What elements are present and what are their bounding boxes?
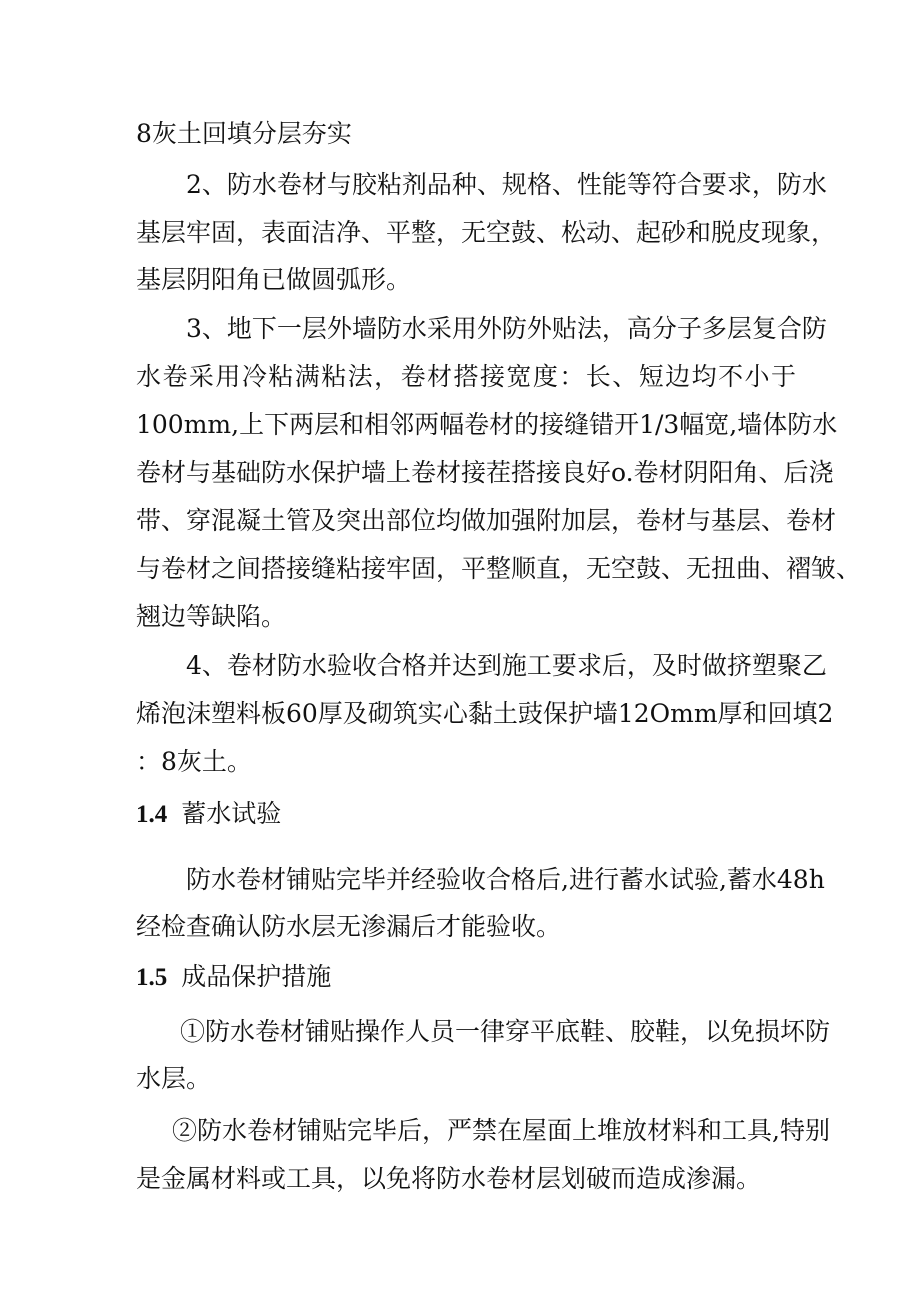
section-heading-1-4: [136, 799, 281, 830]
paragraph-line: 卷材与基础防水保护墙上卷材接茬搭接良好o.卷材阴阳角、后浇: [136, 458, 834, 487]
paragraph-line: ：8灰土。: [136, 747, 252, 776]
paragraph-line: 基层牢固，表面洁净、平整，无空鼓、松动、起砂和脱皮现象，: [136, 218, 837, 247]
paragraph-line: 翘边等缺陷。: [136, 602, 287, 631]
paragraph-line: ①防水卷材铺贴操作人员一律穿平底鞋、胶鞋，以免损坏防: [180, 1017, 831, 1046]
paragraph-line: 8灰土回填分层夯实: [136, 119, 352, 148]
paragraph-line: 与卷材之间搭接缝粘接牢固，平整顺直，无空鼓、无扭曲、褶皱、: [136, 554, 862, 583]
paragraph-line: 水卷采用冷粘满粘法，卷材搭接宽度：长、短边均不小于: [136, 362, 796, 391]
paragraph-line: 带、穿混凝土管及突出部位均做加强附加层，卷材与基层、卷材: [136, 506, 837, 535]
section-number: 1.4: [136, 801, 168, 828]
paragraph-line: 100mm,上下两层和相邻两幅卷材的接缝错开1/3幅宽,墙体防水: [136, 410, 838, 439]
paragraph-line: 是金属材料或工具，以免将防水卷材层划破而造成渗漏。: [136, 1164, 762, 1193]
paragraph-line: 3、地下一层外墙防水采用外防外贴法，高分子多层复合防: [186, 314, 827, 343]
paragraph-line: 2、防水卷材与胶粘剂品种、规格、性能等符合要求，防水: [186, 170, 827, 199]
paragraph-line: ②防水卷材铺贴完毕后，严禁在屋面上堆放材料和工具,特别: [172, 1116, 830, 1145]
paragraph-line: 基层阴阳角已做圆弧形。: [136, 265, 412, 294]
paragraph-line: 4、卷材防水验收合格并达到施工要求后，及时做挤塑聚乙: [186, 651, 827, 680]
section-title: 蓄水试验: [181, 799, 282, 828]
paragraph-line: 防水卷材铺贴完毕并经验收合格后,进行蓄水试验,蓄水48h: [186, 865, 825, 894]
paragraph-line: 水层。: [136, 1064, 212, 1093]
section-title: 成品保护措施: [181, 962, 332, 991]
paragraph-line: 经检查确认防水层无渗漏后才能验收。: [136, 912, 562, 941]
paragraph-line: 烯泡沫塑料板60厚及砌筑实心黏土豉保护墙12Omm厚和回填2: [136, 699, 834, 728]
section-number: 1.5: [136, 964, 168, 991]
section-heading-1-5: [136, 962, 331, 993]
